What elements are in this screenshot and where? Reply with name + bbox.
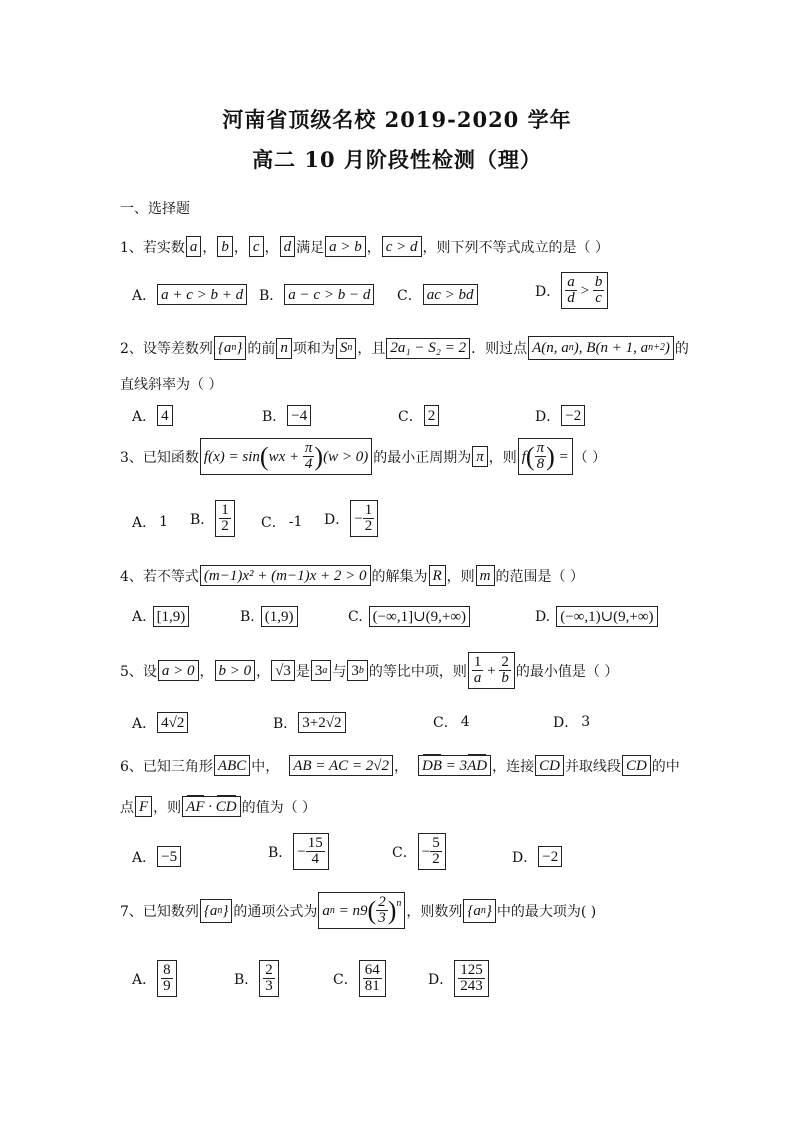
point-f: F (135, 796, 152, 817)
segment-cd-2: CD (622, 755, 651, 776)
q6-option-d[interactable]: D． −2 (512, 846, 563, 867)
q5-option-b[interactable]: B． 3+2√2 (273, 712, 347, 733)
triangle-abc: ABC (214, 755, 250, 776)
q1-option-a[interactable]: A． a + c > b + d (132, 284, 248, 305)
set-R: R (429, 565, 446, 586)
points-ab: A ( n, a n ) , B ( n + 1, a n+2 ) (528, 336, 674, 360)
q5-option-d[interactable]: D． 3 (553, 714, 591, 731)
seq-an-q7: { a n } (200, 899, 233, 923)
q6-option-a[interactable]: A． −5 (132, 846, 182, 867)
exam-title-line1: 河南省顶级名校 2019-2020 学年 (222, 107, 572, 132)
question-5-stem: 5、设 a > 0 ， b > 0 ， √3 是 3 a 与 3 b 的等比中项，则 $\frac{1}{a}$ + $\frac{2}{b}$ 的最小值是（ ） (120, 652, 618, 689)
question-1-stem: 1、若实数 a ， b ， c ， d 满足 a > b ， c > d ，则下列不等式成立的是（ ） (120, 236, 609, 257)
question-2-stem: 2、设等差数列 { a n } 的前 n 项和为 S n ，且 2a₁ − S₂ = 2 ．则过点 A ( n, a n ) , B ( n + 1, a n+2 ) 的 (120, 336, 689, 360)
cond-a-pos: a > 0 (158, 660, 199, 681)
q5-option-a[interactable]: A． 4√2 (132, 712, 189, 733)
q2-option-c[interactable]: C． 2 (398, 405, 440, 426)
q3-option-a[interactable]: A． 1 (132, 514, 169, 531)
q4-option-a[interactable]: A. [1,9) (132, 606, 190, 627)
question-7-stem: 7、已知数列 { a n } 的通项公式为 a n = n 9 ( $\frac{2}{3}$ ) $^n$ ，则数列 { a n } 中的最大项为( ) (120, 892, 596, 929)
vector-db-3ad: DB = 3 AD (418, 755, 491, 776)
expr-1a-2b: $\frac{1}{a}$ + $\frac{2}{b}$ (468, 652, 515, 689)
seq-an-q7-2: { a n } (463, 899, 496, 923)
q1-option-d[interactable]: D． $\frac{a}{d}$ > $\frac{b}{c}$ (535, 272, 609, 309)
question-4-stem: 4、若不等式 (m−1)x² + (m−1)x + 2 > 0 的解集为 R ，则 m 的范围是（ ） (120, 565, 584, 586)
formula-an: a n = n 9 ( $\frac{2}{3}$ ) $^n$ (318, 892, 405, 929)
segment-cd: CD (535, 755, 564, 776)
cond-2a1-s2: 2a₁ − S₂ = 2 (386, 338, 470, 359)
d-frac-ineq: $\frac{a}{d}$ > $\frac{b}{c}$ (561, 272, 608, 309)
q6-option-b[interactable]: B． − $\frac{15}{4}$ (268, 833, 330, 870)
q3-option-b[interactable]: B． $\frac{1}{2}$ (190, 500, 236, 537)
var-n: n (276, 338, 292, 359)
q3-option-d[interactable]: D． − $\frac{1}{2}$ (324, 500, 379, 537)
var-a: a (186, 236, 202, 257)
cond-c-gt-d: c > d (382, 236, 422, 257)
q2-option-d[interactable]: D． −2 (535, 405, 586, 426)
question-2-stem-line2: 直线斜率为（ ） (120, 377, 223, 393)
exam-title-line2: 高二 10 月阶段性检测（理） (252, 147, 542, 172)
q4-option-c[interactable]: C. (−∞,1]∪(9,+∞) (348, 606, 471, 627)
q5-option-c[interactable]: C． 4 (433, 714, 470, 731)
question-6-stem: 6、已知三角形 ABC 中， AB = AC = 2√2 ， DB = 3 AD ，连接 CD 并取线段 CD 的中 (120, 755, 680, 776)
q1-option-c[interactable]: C． ac > bd (397, 284, 479, 305)
inequality-m: (m−1)x² + (m−1)x + 2 > 0 (200, 565, 371, 586)
section-heading: 一、选择题 (120, 201, 190, 217)
cond-a-gt-b: a > b (325, 236, 366, 257)
q7-option-c[interactable]: C． $\frac{64}{81}$ (333, 960, 387, 997)
var-b: b (217, 236, 233, 257)
question-6-stem-line2: 点 F ，则 AF · CD 的值为（ ） (120, 796, 316, 817)
q7-option-b[interactable]: B． $\frac{2}{3}$ (234, 960, 280, 997)
var-c: c (249, 236, 264, 257)
cond-ab-ac: AB = AC = 2√2 (289, 755, 393, 776)
q3-option-c[interactable]: C． -1 (261, 514, 303, 531)
pow-3b: 3 b (347, 660, 368, 681)
period-pi: π (472, 446, 488, 467)
seq-an: { a n } (214, 336, 247, 360)
function-fx: f ( x ) = sin ( wx + $\frac{\pi}{4}$ ) ( w > 0 ) (200, 438, 372, 475)
q2-option-a[interactable]: A． 4 (132, 405, 174, 426)
sqrt-3: √3 (271, 660, 295, 681)
dot-af-cd: AF · CD (182, 796, 240, 817)
question-3-stem: 3、已知函数 f ( x ) = sin ( wx + $\frac{\pi}{4}$ ) ( w > 0 ) 的最小正周期为 π ，则 f ( $\frac{\pi}{8}$ ) = （ ） (120, 438, 606, 475)
f-pi-over-8: f ( $\frac{\pi}{8}$ ) = (518, 438, 573, 475)
q7-option-a[interactable]: A． $\frac{8}{9}$ (132, 960, 178, 997)
q6-option-c[interactable]: C． − $\frac{5}{2}$ (392, 833, 447, 870)
q2-option-b[interactable]: B． −4 (262, 405, 312, 426)
q7-option-d[interactable]: D． $\frac{125}{243}$ (428, 960, 490, 997)
q4-option-b[interactable]: B. (1,9) (240, 606, 299, 627)
var-m: m (476, 565, 495, 586)
q1-option-b[interactable]: B． a − c > b − d (259, 284, 375, 305)
sum-sn: S n (336, 338, 357, 359)
var-d: d (280, 236, 296, 257)
pow-3a: 3 a (311, 660, 332, 681)
q4-option-d[interactable]: D. (−∞,1)∪(9,+∞) (535, 606, 659, 627)
cond-b-pos: b > 0 (215, 660, 256, 681)
